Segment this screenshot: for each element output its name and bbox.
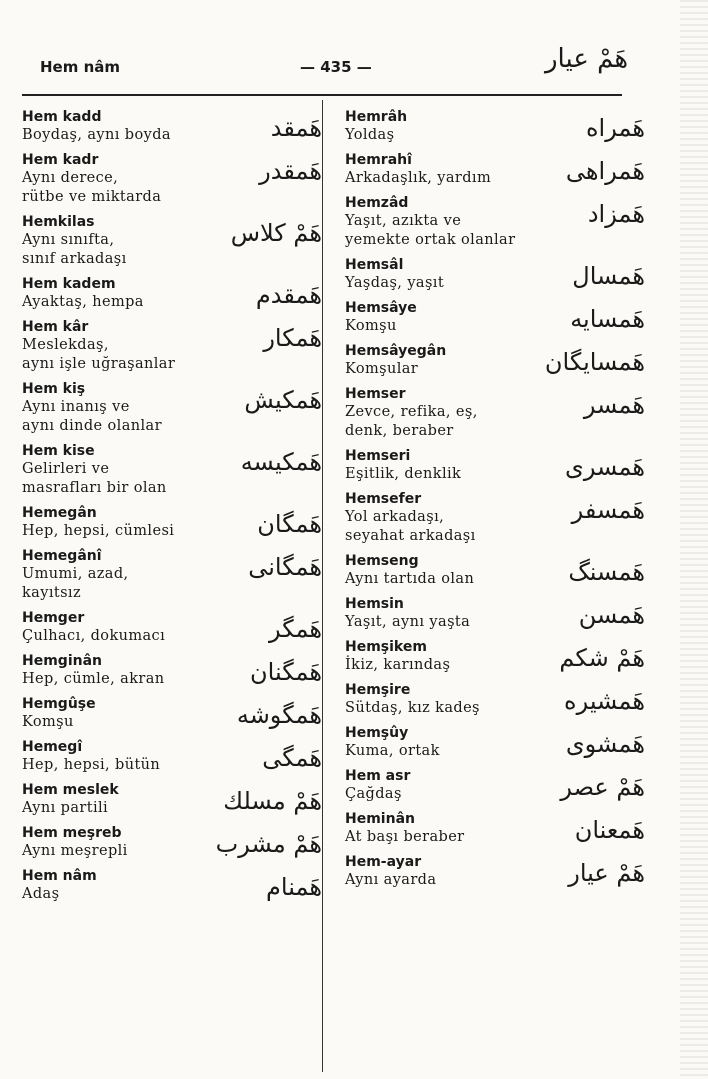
entry-definition: seyahat arkadaşı — [345, 528, 476, 544]
entry-arabic-script: هَمْ مسلك — [223, 787, 322, 815]
dictionary-entry — [345, 853, 645, 890]
entry-definition: Hep, hepsi, bütün — [22, 757, 161, 773]
entry-arabic-script: هَمسن — [578, 601, 645, 629]
entry-term: Hem kadem — [22, 276, 116, 292]
dictionary-entry — [345, 299, 645, 336]
page-number: — 435 — — [300, 58, 372, 76]
entry-term: Hemseri — [345, 448, 411, 464]
right-column — [345, 108, 645, 896]
dictionary-entry — [22, 695, 322, 732]
entry-arabic-script: هَمعنان — [574, 816, 645, 844]
entry-definition: Aynı tartıda olan — [345, 571, 475, 587]
entry-arabic-script: هَمشوى — [565, 730, 645, 758]
entry-arabic-script: هَمگر — [268, 615, 322, 643]
entry-definition: Sütdaş, kız kadeş — [345, 700, 480, 716]
header-rule — [22, 94, 622, 96]
entry-definition: Hep, hepsi, cümlesi — [22, 523, 175, 539]
entry-definition: rütbe ve miktarda — [22, 189, 162, 205]
entry-arabic-script: هَمْ عصر — [560, 773, 645, 801]
entry-definition: Aynı partili — [22, 800, 109, 816]
dictionary-entry — [22, 781, 322, 818]
entry-term: Hemşûy — [345, 725, 409, 741]
entry-arabic-script: هَمْ كلاس — [230, 219, 322, 247]
entry-definition: Umumi, azad, — [22, 566, 129, 582]
header-guide-word: Hem nâm — [40, 58, 121, 76]
dictionary-entry — [22, 652, 322, 689]
entry-term: Hem kiş — [22, 381, 86, 397]
entry-definition: yemekte ortak olanlar — [345, 232, 516, 248]
dictionary-entry — [345, 724, 645, 761]
entry-definition: Komşu — [345, 318, 397, 334]
entry-term: Hemegân — [22, 505, 97, 521]
entry-arabic-script: هَمراه — [585, 114, 645, 142]
entry-term: Hemsefer — [345, 491, 422, 507]
entry-term: Heminân — [345, 811, 415, 827]
entry-arabic-script: هَمزاد — [587, 200, 645, 228]
dictionary-entry — [22, 547, 322, 603]
entry-term: Hemsâye — [345, 300, 417, 316]
entry-term: Hemşire — [345, 682, 411, 698]
entry-arabic-script: هَمسر — [583, 391, 645, 419]
entry-term: Hemzâd — [345, 195, 409, 211]
entry-arabic-script: هَمسال — [572, 262, 645, 290]
dictionary-entry — [22, 867, 322, 904]
entry-definition: sınıf arkadaşı — [22, 251, 127, 267]
dictionary-entry — [345, 385, 645, 441]
entry-term: Hemegânî — [22, 548, 102, 564]
dictionary-entry — [345, 151, 645, 188]
entry-arabic-script: هَمْ شكم — [559, 644, 645, 672]
entry-definition: Komşular — [345, 361, 419, 377]
entry-definition: masrafları bir olan — [22, 480, 167, 496]
dictionary-entry — [345, 194, 645, 250]
dictionary-entry — [345, 638, 645, 675]
entry-definition: Eşitlik, denklik — [345, 466, 462, 482]
entry-term: Hemsâl — [345, 257, 404, 273]
entry-definition: Meslekdaş, — [22, 337, 109, 353]
dictionary-entry — [22, 738, 322, 775]
entry-arabic-script: هَمسرى — [565, 453, 645, 481]
entry-term: Hem kadd — [22, 109, 102, 125]
entry-arabic-script: هَمگانى — [248, 553, 322, 581]
entry-term: Hemkilas — [22, 214, 95, 230]
dictionary-entry — [345, 490, 645, 546]
dictionary-entry — [22, 275, 322, 312]
entry-definition: aynı dinde olanlar — [22, 418, 162, 434]
entry-arabic-script: هَمقدم — [255, 281, 322, 309]
entry-arabic-script: هَمسفر — [571, 496, 645, 524]
page-header — [0, 0, 708, 96]
entry-term: Hemger — [22, 610, 85, 626]
entry-definition: Yaşıt, aynı yaşta — [345, 614, 471, 630]
entry-arabic-script: هَمقد — [270, 114, 322, 142]
entry-definition: Arkadaşlık, yardım — [345, 170, 492, 186]
dictionary-entry — [22, 504, 322, 541]
entry-term: Hem asr — [345, 768, 411, 784]
entry-definition: Aynı inanış ve — [22, 399, 130, 415]
entry-definition: aynı işle uğraşanlar — [22, 356, 176, 372]
dictionary-entry — [345, 552, 645, 589]
dictionary-entry — [345, 256, 645, 293]
entry-definition: Aynı meşrepli — [22, 843, 128, 859]
entry-arabic-script: هَمشيره — [564, 687, 645, 715]
dictionary-entry — [345, 681, 645, 718]
dictionary-entry — [22, 213, 322, 269]
entry-arabic-script: هَمگوشه — [236, 701, 322, 729]
entry-term: Hemsâyegân — [345, 343, 447, 359]
entry-term: Hemsin — [345, 596, 404, 612]
entry-arabic-script: هَمگنان — [250, 658, 322, 686]
scan-edge — [680, 0, 708, 1079]
header-arabic-word: هَمْ عيار — [545, 44, 629, 74]
dictionary-entry — [22, 442, 322, 498]
dictionary-entry — [345, 108, 645, 145]
entry-term: Hemrâh — [345, 109, 408, 125]
entry-term: Hemseng — [345, 553, 419, 569]
entry-definition: Kuma, ortak — [345, 743, 440, 759]
dictionary-entry — [22, 318, 322, 374]
entry-term: Hemser — [345, 386, 406, 402]
dictionary-entry — [22, 108, 322, 145]
entry-term: Hem kâr — [22, 319, 89, 335]
entry-arabic-script: هَمراهى — [565, 157, 645, 185]
entry-definition: Çulhacı, dokumacı — [22, 628, 166, 644]
dictionary-entry — [345, 447, 645, 484]
entry-definition: Yaşdaş, yaşıt — [345, 275, 445, 291]
entry-definition: kayıtsız — [22, 585, 82, 601]
entry-term: Hem kadr — [22, 152, 99, 168]
entry-arabic-script: هَمكيسه — [240, 448, 322, 476]
entry-term: Hemrahî — [345, 152, 412, 168]
column-divider — [322, 100, 323, 1072]
entry-definition: Zevce, refika, eş, — [345, 404, 478, 420]
entry-definition: Aynı derece, — [22, 170, 119, 186]
entry-term: Hemşikem — [345, 639, 427, 655]
dictionary-entry — [345, 810, 645, 847]
entry-arabic-script: هَمكيش — [244, 386, 322, 414]
entry-term: Hemegî — [22, 739, 83, 755]
entry-arabic-script: هَمگان — [257, 510, 322, 538]
entry-arabic-script: هَمْ مشرب — [215, 830, 322, 858]
entry-definition: denk, beraber — [345, 423, 454, 439]
entry-arabic-script: هَمْ عيار — [568, 859, 645, 887]
entry-term: Hem-ayar — [345, 854, 422, 870]
entry-arabic-script: هَمكار — [263, 324, 322, 352]
entry-definition: Adaş — [22, 886, 60, 902]
entry-definition: Aynı ayarda — [345, 872, 437, 888]
entry-arabic-script: هَمقدر — [259, 157, 322, 185]
dictionary-entry — [345, 767, 645, 804]
dictionary-entry — [345, 342, 645, 379]
entry-definition: Çağdaş — [345, 786, 402, 802]
entry-term: Hem meşreb — [22, 825, 122, 841]
entry-arabic-script: هَمنام — [266, 873, 322, 901]
entry-term: Hem kise — [22, 443, 95, 459]
dictionary-entry — [22, 151, 322, 207]
entry-definition: Hep, cümle, akran — [22, 671, 165, 687]
dictionary-entry — [22, 824, 322, 861]
entry-term: Hemginân — [22, 653, 103, 669]
entry-term: Hemgûşe — [22, 696, 96, 712]
entry-definition: Yoldaş — [345, 127, 395, 143]
entry-arabic-script: هَمسايه — [570, 305, 645, 333]
entry-definition: Komşu — [22, 714, 74, 730]
entry-definition: Aynı sınıfta, — [22, 232, 115, 248]
dictionary-entry — [22, 380, 322, 436]
entry-term: Hem nâm — [22, 868, 97, 884]
left-column — [22, 108, 322, 910]
entry-arabic-script: هَمسنگ — [568, 558, 645, 586]
dictionary-entry — [22, 609, 322, 646]
dictionary-entry — [345, 595, 645, 632]
entry-term: Hem meslek — [22, 782, 119, 798]
entry-definition: İkiz, karındaş — [345, 657, 451, 673]
entry-definition: Yol arkadaşı, — [345, 509, 445, 525]
entry-arabic-script: هَمسايگان — [544, 348, 645, 376]
entry-definition: At başı beraber — [345, 829, 465, 845]
entry-definition: Boydaş, aynı boyda — [22, 127, 171, 143]
entry-definition: Gelirleri ve — [22, 461, 110, 477]
entry-definition: Yaşıt, azıkta ve — [345, 213, 462, 229]
entry-definition: Ayaktaş, hempa — [22, 294, 144, 310]
entry-arabic-script: هَمگى — [262, 744, 322, 772]
